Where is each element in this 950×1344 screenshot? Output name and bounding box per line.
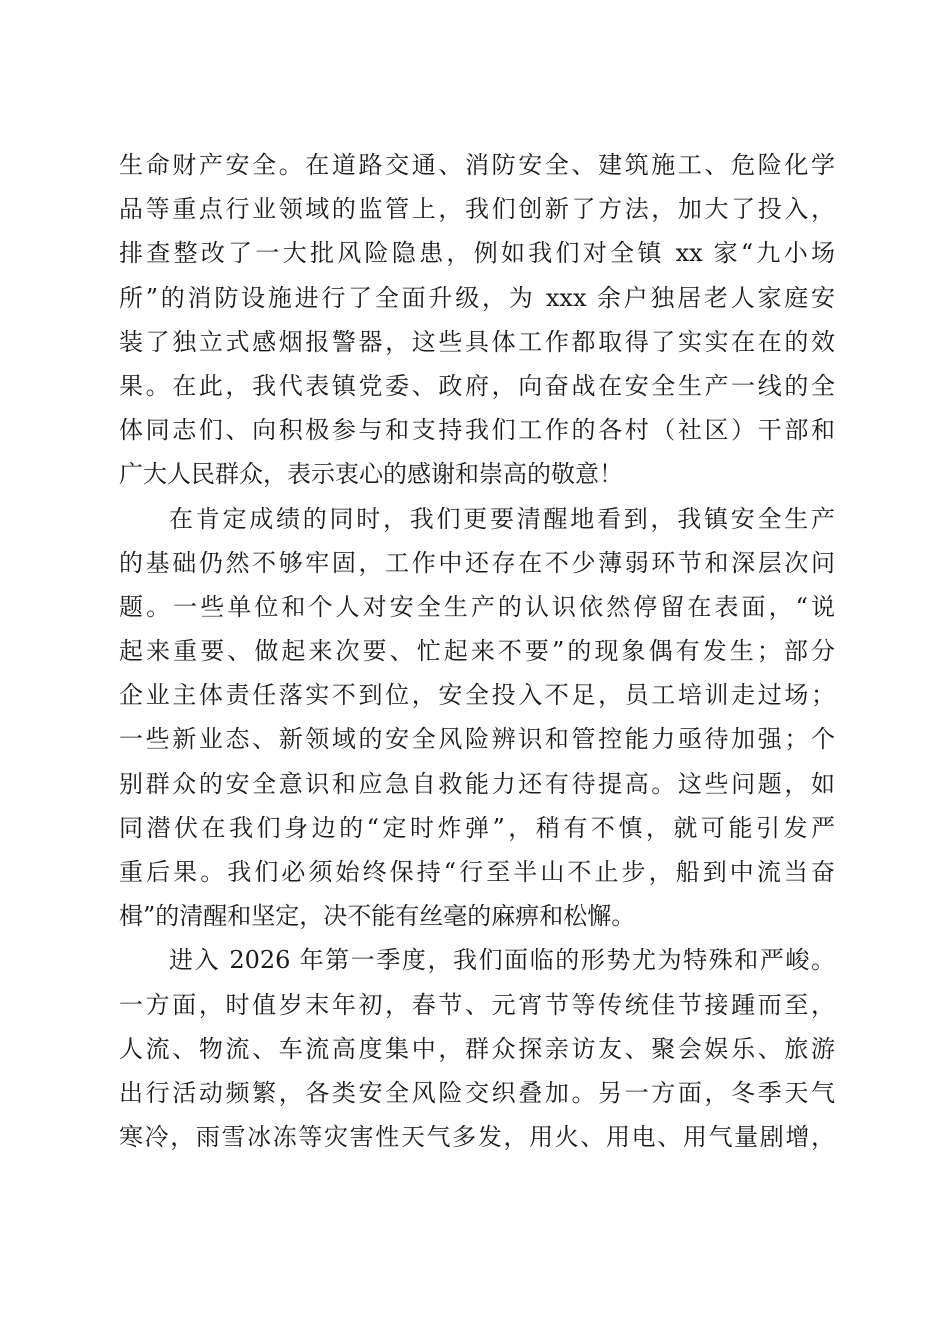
paragraph-situation [119,938,835,1159]
text-line: 楫”的清醒和坚定，决不能有丝毫的麻痹和松懈。 [119,902,636,931]
text-line: 排查整改了一大批风险隐患，例如我们对全镇 xx 家“九小场 [119,239,835,268]
text-line: 体同志们、向积极参与和支持我们工作的各村（社区）干部和 [119,416,835,445]
text-line: 装了独立式感烟报警器，这些具体工作都取得了实实在在的效 [119,327,835,356]
text-line: 生命财产安全。在道路交通、消防安全、建筑施工、危险化学 [119,151,835,179]
text-line: 同潜伏在我们身边的“定时炸弹”，稍有不慎，就可能引发严 [119,813,835,842]
text-line: 一方面，时值岁末年初，春节、元宵节等传统佳节接踵而至， [119,990,835,1019]
paragraph-problems [119,497,835,939]
text-line: 所”的消防设施进行了全面升级，为 xxx 余户独居老人家庭安 [119,283,835,312]
text-line: 题。一些单位和个人对安全生产的认识依然停留在表面，“说 [119,592,835,621]
text-line: 的基础仍然不够牢固，工作中还存在不少薄弱环节和深层次问 [119,548,835,577]
text-line: 企业主体责任落实不到位，安全投入不足，员工培训走过场； [119,681,835,710]
text-line: 寒冷，雨雪冰冻等灾害性天气多发，用火、用电、用气量剧增， [119,1123,835,1152]
text-line: 品等重点行业领域的监管上，我们创新了方法，加大了投入， [119,195,835,224]
document-body [119,143,835,1159]
text-line: 广大人民群众，表示衷心的感谢和崇高的敬意！ [119,460,623,489]
text-line: 一些新业态、新领域的安全风险辨识和管控能力亟待加强；个 [119,725,835,754]
text-line: 出行活动频繁，各类安全风险交织叠加。另一方面，冬季天气 [119,1078,835,1107]
text-line: 进入 2026 年第一季度，我们面临的形势尤为特殊和严峻。 [169,946,835,975]
paragraph-achievements [119,143,835,497]
text-line: 人流、物流、车流高度集中，群众探亲访友、聚会娱乐、旅游 [119,1034,835,1063]
text-line: 别群众的安全意识和应急自救能力还有待提高。这些问题，如 [119,769,835,798]
text-line: 果。在此，我代表镇党委、政府，向奋战在安全生产一线的全 [119,371,835,400]
text-line: 在肯定成绩的同时，我们更要清醒地看到，我镇安全生产 [169,504,835,533]
text-line: 起来重要、做起来次要、忙起来不要”的现象偶有发生；部分 [119,637,835,666]
text-line: 重后果。我们必须始终保持“行至半山不止步，船到中流当奋 [119,858,835,886]
